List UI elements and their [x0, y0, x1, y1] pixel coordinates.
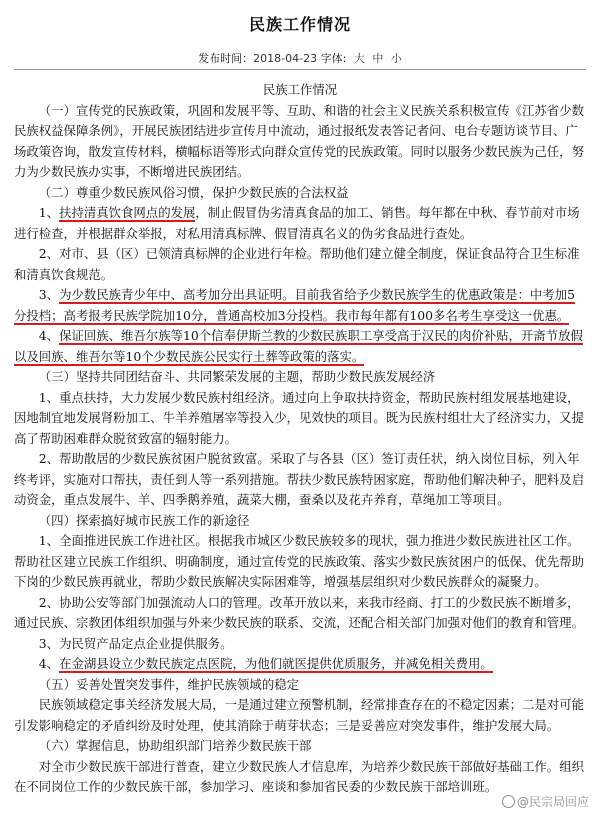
section-5-text: 民族领域稳定事关经济发展大局，一是通过建立预警机制，经常排查存在的不稳定因素；二是对可能引发影响稳定的矛盾纠纷及时处理，使其消除于萌芽状态；三是妥善应对突发事件，维护发展大局。 — [14, 697, 584, 733]
watermark-text: @民宗局回应 — [516, 795, 589, 809]
section-1: （一）宣传党的民族政策，巩固和发展平等、互助、和谐的社会主义民族关系积极宣传《江苏省少数民族权益保障条例》，开展民族团结进步宣传月中流动，通过报纸发表答记者问、电台专题访谈节目、广场政策咨询，散发宣传材料，横幅标语等形式向群众宣传党的民族政策。同时以服务少数民族为己任，努力为少数民族办实事，不断增进民族团结。 — [14, 102, 584, 179]
item-text: ，制止假冒伪劣清真食品的加工、销售。每年都在中秋、春节前对市场进行检查，并根据群众举报，对私用清真标牌、假冒清真名义的伪劣食品进行查处。 — [14, 205, 580, 241]
watermark — [499, 792, 592, 811]
section-3-item-1: 1、重点扶持，大力发展少数民族村组经济。通过向上争取扶持资金，帮助民族村组发展基地建设，因地制宜地发展肾粉加工、牛羊养殖屠宰等投入少，见效快的项目。既为民族村组壮大了经济实力，又提高了帮助困难群众脱贫致富的辐射能力。 — [14, 389, 584, 446]
article-meta — [0, 50, 600, 66]
publish-date: 2018-04-23 — [253, 52, 318, 65]
section-4-item-1: 1、全面推进民族工作进社区。根据我市城区少数民族较多的现状，强力推进少数民族进社区工作。帮助社区建立民族工作组织、明确制度，通过宣传党的民族政策、落实少数民族贫困户的低保、优先帮助下岗的少数民族再就业，帮助少数民族解决实际困难等，增强基层组织对少数民族群众的凝聚力。 — [14, 533, 584, 589]
publish-label: 发布时间： — [198, 52, 254, 65]
highlighted-text: 保证回族、维吾尔族等10个信奉伊斯兰教的少数民族职工享受高于汉民的肉价补贴，开斋节放假以及回族、维吾尔等10个少数民族公民实行土葬等政策的落实。 — [14, 328, 583, 364]
article-body — [14, 80, 586, 798]
font-size-medium[interactable]: 中 — [372, 52, 384, 65]
page-title: 民族工作情况 — [248, 15, 351, 34]
section-6-heading: （六）掌握信息，协助组织部门培养少数民族干部 — [38, 738, 312, 753]
section-2-item-4 — [14, 326, 586, 367]
section-6-text: 对全市少数民族干部进行普查，建立少数民族人才信息库，为培养少数民族干部做好基础工作。组织在不同岗位工作的少数民族干部，参加学习、座谈和参加省民委的少数民族干部培训班。 — [14, 758, 584, 794]
font-size-small[interactable]: 小 — [390, 52, 402, 65]
highlighted-text: 为少数民族青少年中、高考加分出具证明。目前我省给予少数民族学生的优惠政策是：中考加5分投档；高考报考民族学院加10分，普通高校加3分投档。我市每年都有100多名考生享受这一优惠。 — [14, 287, 575, 323]
section-4-item-2: 2、协助公安等部门加强流动人口的管理。改革开放以来，来我市经商、打工的少数民族不断增多，通过民族、宗教团体组织加强与外来少数民族的联系、交流，还配合相关部门加强对他们的教育和管理。 — [14, 594, 584, 630]
section-4-heading: （四）探索搞好城市民族工作的新途径 — [38, 512, 250, 528]
section-5-heading: （五）妥善处置突发事件，维护民族领域的稳定 — [38, 676, 299, 692]
section-3-heading: （三）坚持共同团结奋斗、共同繁荣发展的主题，帮助少数民族发展经济 — [38, 369, 436, 384]
highlighted-text: 扶持清真饮食网点的发展 — [59, 205, 196, 220]
section-2-item-1 — [14, 203, 586, 244]
highlighted-text: 在金湖县设立少数民族定点医院，为他们就医提供优质服务，并减免相关费用。 — [59, 656, 493, 671]
font-size-large[interactable]: 大 — [353, 52, 365, 65]
section-2-heading: （二）尊重少数民族风俗习惯，保护少数民族的合法权益 — [38, 184, 349, 200]
weibo-icon — [502, 795, 515, 808]
article-heading: 民族工作情况 — [262, 82, 338, 97]
font-size-label: 字体: — [320, 52, 347, 65]
section-4-item-4 — [14, 654, 586, 675]
section-2-item-3 — [14, 285, 586, 326]
item-number: 3、 — [38, 287, 60, 302]
section-3-item-2: 2、帮助散居的少数民族贫困户脱贫致富。采取了与各县（区）签订责任状，纳入岗位目标，列入年终考评，实施对口帮扶，责任到人等一系列措施。帮扶少数民族特困家庭，帮助他们解决种子，肥料及启动资金，重点发展牛、羊、四季鹅养殖，蔬菜大棚，蚕桑以及花卉养育，草绳加工等项目。 — [14, 451, 584, 507]
item-number: 4、 — [38, 328, 60, 343]
section-4-item-3: 3、为民贸产品定点企业提供服务。 — [38, 635, 233, 651]
item-number: 4、 — [38, 656, 60, 671]
section-2-item-2: 2、对市、县（区）已领清真标牌的企业进行年检。帮助他们建立健全制度，保证食品符合卫生标准和清真饮食规范。 — [14, 246, 580, 282]
header-divider — [14, 69, 586, 70]
item-number: 1、 — [38, 205, 60, 220]
